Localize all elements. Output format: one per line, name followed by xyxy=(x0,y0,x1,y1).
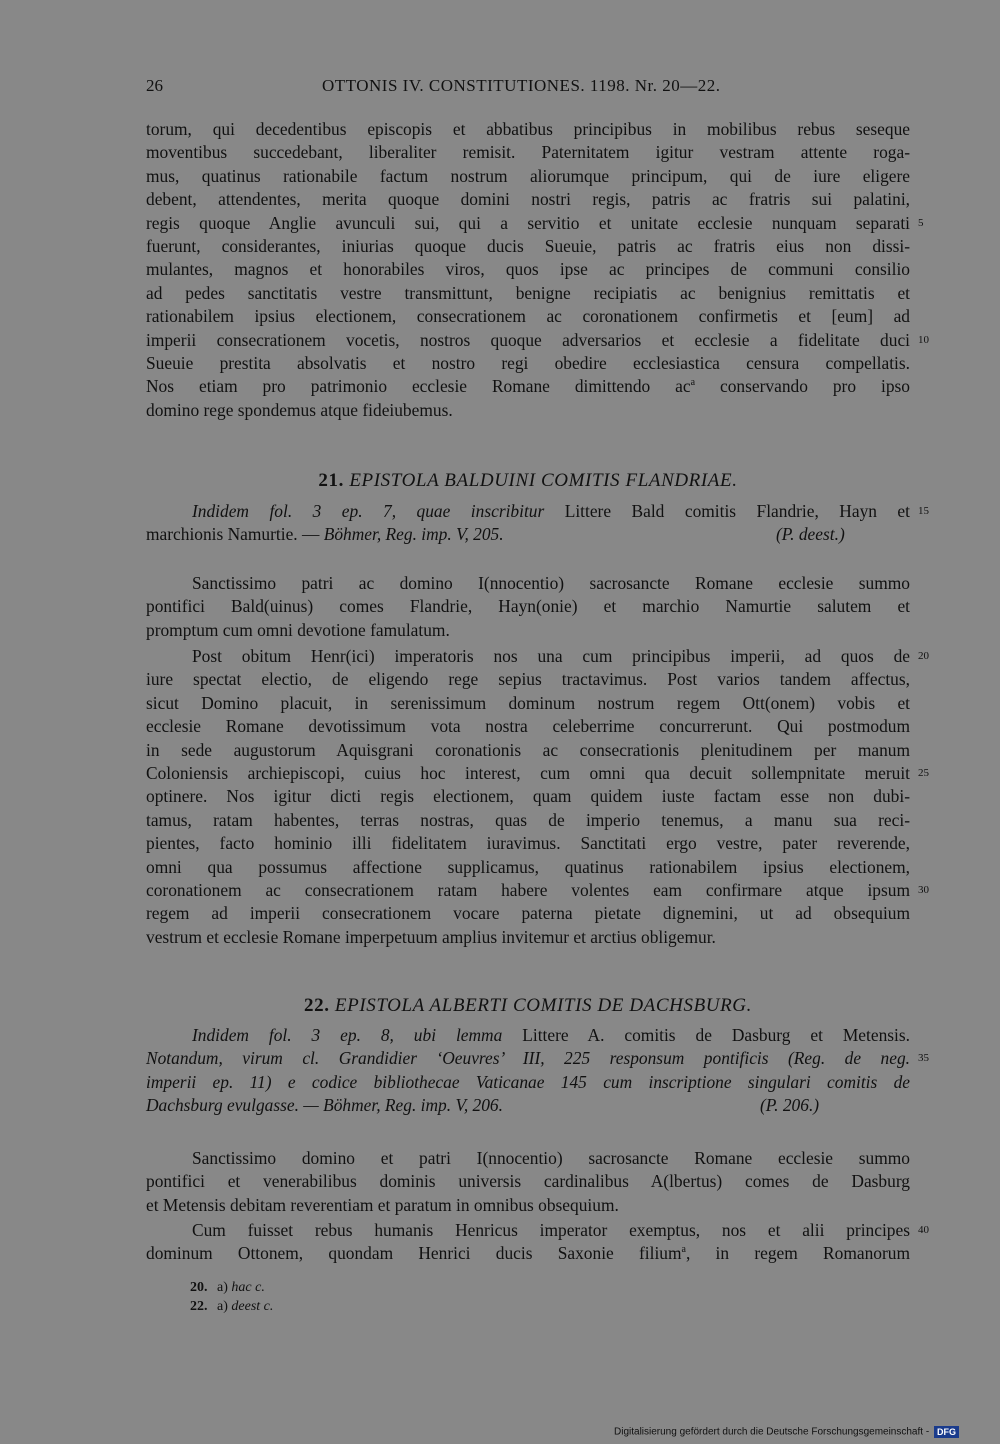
line-text: coronationem ac consecrationem ratam habere volentes eam confirmare atque ipsum xyxy=(146,879,910,900)
source-italic: Notandum, virum cl. Grandidier ‘Oeuvres’ III, 225 responsum pontificis (Reg. de neg. xyxy=(146,1048,910,1069)
footnotes xyxy=(190,1278,273,1316)
source-line xyxy=(146,523,910,546)
section-21-source xyxy=(146,500,929,547)
text-line: optinere. Nos igitur dicti regis electionem, quam quidem iuste factam esse non dubi- xyxy=(146,786,910,807)
text-line: regem ad imperii consecrationem vocare paterna pietate dignemini, ut ad obsequium xyxy=(146,903,910,924)
text-line: pontifici et venerabilibus dominis universis cardinalibus A(lbertus) comes de Dasburg xyxy=(146,1171,910,1192)
text-line: mulantes, magnos et honorabiles viros, quos ipse ac principes de communi consilio xyxy=(146,259,910,280)
line-text: Coloniensis archiepiscopi, cuius hoc interest, cum omni qua decuit sollempnitate meruit xyxy=(146,762,910,783)
text-line: tamus, ratam habentes, terras nostras, quas de imperio tenemus, a manu sua reci- xyxy=(146,809,910,830)
text-line: Sanctissimo patri ac domino I(nnocentio) sacrosancte Romane ecclesie summo xyxy=(192,573,910,593)
running-header xyxy=(146,76,910,100)
text-line: pientes, facto hominio illi fidelitatem iuravimus. Sanctitati ergo vestre, pater reverende, xyxy=(146,833,910,854)
text-line: Sanctissimo domino et patri I(nnocentio) sacrosancte Romane ecclesie summo xyxy=(192,1148,910,1168)
section-21-title xyxy=(146,470,910,492)
line-text: Cum fuisset rebus humanis Henricus imperator exemptus, nos et alii principes xyxy=(192,1220,910,1240)
credit-text: Digitalisierung gefördert durch die Deutsche Forschungsgemeinschaft - xyxy=(614,1426,930,1438)
text-line: ecclesie Romane devotissimum vota nostra celeberrime concurrerunt. Qui postmodum xyxy=(146,716,910,737)
section-number: 21. xyxy=(318,470,344,491)
text-line: mus, quatinus rationabile factum nostrum aliorumque principum, qui de iure eligere xyxy=(146,165,910,186)
text-line xyxy=(146,645,929,668)
line-number: 25 xyxy=(918,766,929,779)
text-line xyxy=(146,1242,910,1265)
text-line: debent, attendentes, merita quoque domini nostri regis, patris ac fratris sui palatini, xyxy=(146,189,910,210)
text-line xyxy=(146,762,929,785)
text-line: et Metensis debitam reverentiam et paratum in omnibus obsequium. xyxy=(146,1194,619,1215)
line-number: 40 xyxy=(918,1224,929,1236)
source-note: (P. 206.) xyxy=(760,1095,820,1116)
footnote-text: hac c. xyxy=(231,1280,265,1295)
text-line xyxy=(146,212,924,235)
text-line: promptum cum omni devotione famulatum. xyxy=(146,619,450,640)
source-text: Littere A. comitis de Dasburg et Metensis. xyxy=(502,1025,910,1045)
line-number: 35 xyxy=(918,1052,929,1065)
text-line: in sede augustorum Aquisgrani coronationis ac consecrationis plenitudinem per manum xyxy=(146,739,910,760)
text-line: moventibus succedebant, liberaliter remisit. Paternitatem igitur vestram attente roga- xyxy=(146,142,910,163)
line-text: Post obitum Henr(ici) imperatoris nos una cum principibus imperii, ad quos de xyxy=(192,646,910,666)
source-italic: Indidem fol. 3 ep. 8, ubi lemma xyxy=(192,1025,503,1045)
text-line xyxy=(146,1219,929,1242)
running-title: OTTONIS IV. CONSTITUTIONES. 1198. Nr. 20—22. xyxy=(322,76,721,95)
section-heading: EPISTOLA ALBERTI COMITIS DE DACHSBURG. xyxy=(334,995,752,1016)
text-line: sicut Domino placuit, in serenissimum dominum nostrum regem Ott(onem) vobis et xyxy=(146,692,910,713)
section-22-body xyxy=(146,1219,929,1266)
text-line: fuerunt, considerantes, iniurias quoque ducis Sueuie, patris ac fratris eius non dissi- xyxy=(146,235,910,256)
text-line: vestrum et ecclesie Romane imperpetuum amplius invitemur et arctius obligemur. xyxy=(146,926,716,947)
source-text: Littere Bald comitis Flandrie, Hayn et xyxy=(544,501,910,521)
line-text: imperii consecrationem vocetis, nostros quoque adversarios et ecclesie a fidelitate duci xyxy=(146,329,910,350)
footnote-number: 22. xyxy=(190,1299,208,1314)
line-text: conservando pro ipso xyxy=(695,376,910,397)
footnote-mark: a) xyxy=(217,1280,228,1295)
intro-paragraph xyxy=(146,118,929,422)
section-number: 22. xyxy=(304,995,330,1016)
page-number: 26 xyxy=(146,76,163,95)
source-italic: Böhmer, Reg. imp. V, 205. xyxy=(323,524,504,545)
section-22-salutation xyxy=(146,1147,910,1217)
line-number: 30 xyxy=(918,883,929,896)
source-line xyxy=(146,500,929,523)
section-21-salutation xyxy=(146,572,910,642)
footnote-mark: a) xyxy=(217,1299,228,1314)
text-line xyxy=(146,375,910,398)
line-number: 5 xyxy=(918,216,924,229)
line-text: , in regem Romanorum xyxy=(685,1243,910,1264)
section-21-body xyxy=(146,645,929,949)
section-heading: EPISTOLA BALDUINI COMITIS FLANDRIAE. xyxy=(349,470,738,491)
line-text: Nos etiam pro patrimonio ecclesie Romane dimittendo ac xyxy=(146,376,691,397)
text-line: rationabilem ipsius electionem, consecrationem ac coronationem confirmetis et [eum] ad xyxy=(146,306,910,327)
text-line: torum, qui decedentibus episcopis et abbatibus principibus in mobilibus rebus seseque xyxy=(146,119,910,139)
footnote-text: deest c. xyxy=(231,1299,274,1314)
footnote xyxy=(190,1278,273,1297)
text-line: omni qua possumus affectione supplicamus, quatinus rationabilem ipsius electionem, xyxy=(146,856,910,877)
source-italic: Indidem fol. 3 ep. 7, quae inscribitur xyxy=(192,501,545,521)
text-line: pontifici Bald(uinus) comes Flandrie, Hayn(onie) et marchio Namurtie salutem et xyxy=(146,596,910,617)
source-line xyxy=(146,1047,929,1070)
source-line xyxy=(146,1024,910,1047)
footnote-number: 20. xyxy=(190,1280,208,1295)
footnote-mark: a xyxy=(681,1244,686,1256)
text-line: domino rege spondemus atque fideiubemus. xyxy=(146,399,453,420)
section-22-title xyxy=(146,995,910,1017)
line-text: regis quoque Anglie avunculi sui, qui a servitio et unitate ecclesie nunquam separati xyxy=(146,212,910,233)
digitization-credit xyxy=(614,1426,959,1438)
line-number: 20 xyxy=(918,650,929,662)
dfg-logo: DFG xyxy=(934,1426,959,1438)
text-line: Sueuie prestita absolvatis et nostro regi obedire ecclesiastica censura compellatis. xyxy=(146,352,910,373)
text-line xyxy=(146,329,929,352)
source-line: imperii ep. 11) e codice bibliothecae Vaticanae 145 cum inscriptione singulari comitis de xyxy=(146,1071,910,1092)
text-line: ad pedes sanctitatis vestre transmittunt, benigne recipiatis ac benignius remittatis et xyxy=(146,282,910,303)
text-line xyxy=(146,879,929,902)
source-italic: Dachsburg evulgasse. — Böhmer, Reg. imp. V, 206. xyxy=(146,1095,503,1116)
section-22-source xyxy=(146,1024,929,1118)
source-note: (P. deest.) xyxy=(776,524,845,545)
line-number: 10 xyxy=(918,333,929,346)
footnote-mark: a xyxy=(690,377,696,389)
text-line: iure spectat electio, de eligendo rege sepius tractavimus. Post varios tandem affectus, xyxy=(146,669,910,690)
line-text: dominum Ottonem, quondam Henrici ducis Saxonie filium xyxy=(146,1243,682,1264)
footnote xyxy=(190,1297,273,1316)
source-line xyxy=(146,1094,910,1117)
source-text: marchionis Namurtie. — xyxy=(146,524,324,545)
line-number: 15 xyxy=(918,505,929,517)
